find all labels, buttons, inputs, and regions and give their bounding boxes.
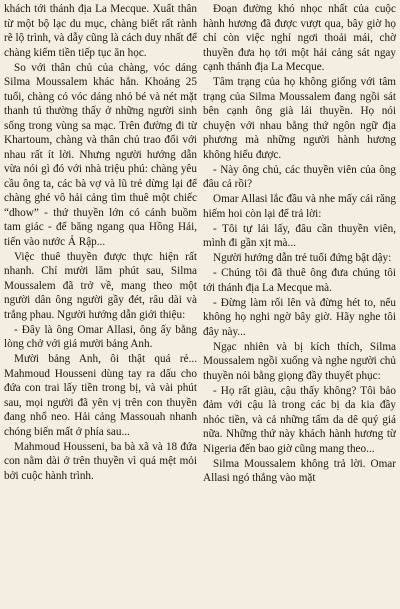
right-column (203, 2, 396, 609)
paragraph: So với thân chủ của chàng, vóc dáng Silma Moussalem khác hẳn. Khoảng 25 tuổi, chàng có vóc dáng nhỏ bé và nét mặt thanh tú thường thấy ở những người sinh sống trong vùng sa mạc. Trên đường đi từ Khartoum, chàng và thân chủ trao đổi với nhau rất ít lời. Nhưng người hướng dẫn vừa nói gì đó với nhà triệu phú: chàng yêu cầu ông ta, các bà vợ và lũ trẻ dừng lại để chàng ghé vô hải cảng tìm thuê một chiếc “dhow” - thứ thuyền lớn có cánh buồm tam giác - để băng ngang qua Hồng Hải, tiến vào nước Ả Rập... (4, 61, 197, 248)
paragraph: Omar Allasi lắc đầu và nhe mấy cái răng hiếm hoi còn lại để trả lời: (203, 193, 396, 220)
paragraph: - Chúng tôi đã thuê ông đưa chúng tôi tới thánh địa La Mecque mà. (203, 267, 396, 294)
paragraph: - Đừng làm rối lên và đừng hét to, nếu không họ nghi ngờ bây giờ. Hãy nghe tôi đây này... (203, 296, 396, 338)
paragraph: - Tôi tự lái lấy, đâu cần thuyền viên, mình đi gần xịt mà... (203, 222, 396, 249)
paragraph: - Họ rất giàu, cậu thấy không? Tôi bảo đảm với cậu là trong các bị da kia đầy nhóc tiền, và cả những tấm da dê quý giá nữa. Những thứ này khách hành hương từ Nigeria đến bao giờ cũng mang theo... (203, 384, 396, 455)
paragraph: Mahmoud Housseni, ba bà xã và 18 đứa con nằm dài ở trên thuyền vì quá mệt mỏi bởi cuộc hành trình. (4, 440, 197, 482)
paragraph: - Đây là ông Omar Allasi, ông ấy bằng lòng chở với giá mười bảng Anh. (4, 323, 197, 350)
paragraph: Tâm trạng của họ không giống với tâm trạng của Silma Moussalem đang ngồi sát bên cạnh ông già lái thuyền. Họ nói chuyện với nhau bằng thứ ngôn ngữ địa phương mà những người hành hương không hiểu được. (203, 76, 396, 161)
paragraph: Silma Moussalem không trả lời. Omar Allasi ngó thẳng vào mặt (203, 457, 396, 484)
paragraph: Đoạn đường khó nhọc nhất của cuộc hành hương đã được vượt qua, bây giờ họ chỉ còn việc nghỉ ngơi thoải mái, chờ thuyền đưa họ tới một hải cảng sát ngay cạnh thánh địa La Mecque. (203, 3, 396, 73)
paragraph: Việc thuê thuyền được thực hiện rất nhanh. Chỉ mười lăm phút sau, Silma Moussalem đã trở về, mang theo một người dân ông người gầy đét, râu dài và trắng phau. Người hướng dẫn giới thiệu: (4, 250, 197, 321)
paragraph: Ngạc nhiên và bị kích thích, Silma Moussalem ngồi xuống và nghe người chủ thuyền nói bằng giọng đầy thuyết phục: (203, 340, 396, 382)
paragraph: - Này ông chủ, các thuyền viên của ông đâu cả rồi? (203, 163, 396, 190)
paragraph: khách tới thánh địa La Mecque. Xuất thân từ một bộ lạc du mục, chàng biết rất rành rẽ lộ trình, và dẫy cũng là cách duy nhất để chàng kiếm tiền tiếp tục ăn học. (4, 3, 197, 59)
paragraph: Mười bảng Anh, ôi thật quá rẻ... Mahmoud Housseni dùng tay ra dấu cho đứa con trai lấy tiền trong bị, và vài phút sau, mọi người đã yên vị trên con thuyền đang nhổ neo. Hải cảng Massouah nhanh chóng biến mất ở phía sau... (4, 353, 197, 438)
left-column (4, 2, 197, 609)
paragraph: Người hướng dẫn trẻ tuổi đứng bật dậy: (213, 252, 392, 264)
